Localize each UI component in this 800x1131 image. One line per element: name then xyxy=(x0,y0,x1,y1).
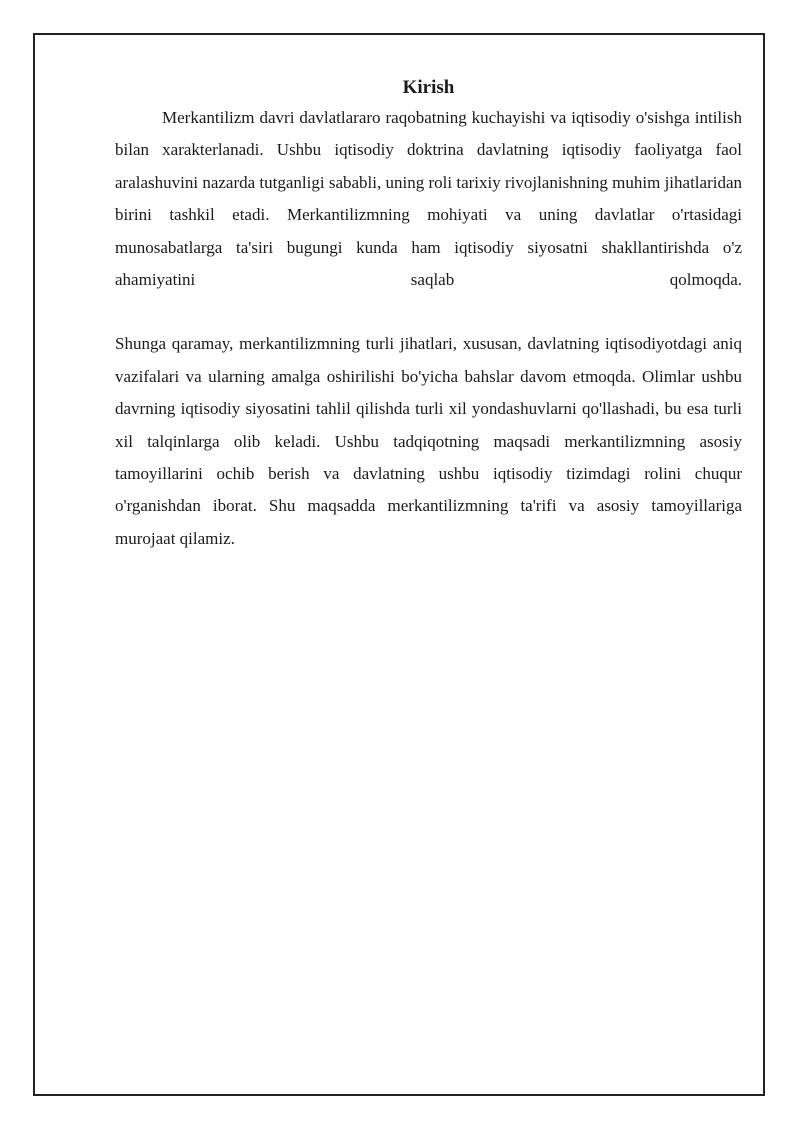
paragraph-intro: Merkantilizm davri davlatlararo raqobatning kuchayishi va iqtisodiy o'sishga intilish bilan xarakterlanadi. Ushbu iqtisodiy doktrina davlatning iqtisodiy faoliyatga faol aralashuvini nazarda tutganligi sababli, uning roli tarixiy rivojlanishning muhim jihatlaridan birini tashkil etadi. Merkantilizmning mohiyati va uning davlatlar o'rtasidagi munosabatlarga ta'siri bugungi kunda ham iqtisodiy siyosatni shakllantirishda o'z ahamiyatini saqlab qolmoqda. xyxy=(115,108,742,290)
paragraph-second: Shunga qaramay, merkantilizmning turli jihatlari, xususan, davlatning iqtisodiyotdagi aniq vazifalari va ularning amalga oshirilishi bo'yicha bahslar davom etmoqda. Olimlar ushbu davrning iqtisodiy siyosatini tahlil qilishda turli xil yondashuvlarni qo'llashadi, bu esa turli xil talqinlarga olib keladi. Ushbu tadqiqotning maqsadi merkantilizmning asosiy tamoyillarini ochib berish va davlatning ushbu iqtisodiy tizimdagi rolini chuqur o'rganishdan iborat. Shu maqsadda merkantilizmning ta'rifi va asosiy tamoyillariga murojaat qilamiz. xyxy=(115,334,742,548)
section-title: Kirish xyxy=(402,77,455,98)
paragraph-spacer xyxy=(115,296,742,328)
document-body xyxy=(115,74,742,555)
